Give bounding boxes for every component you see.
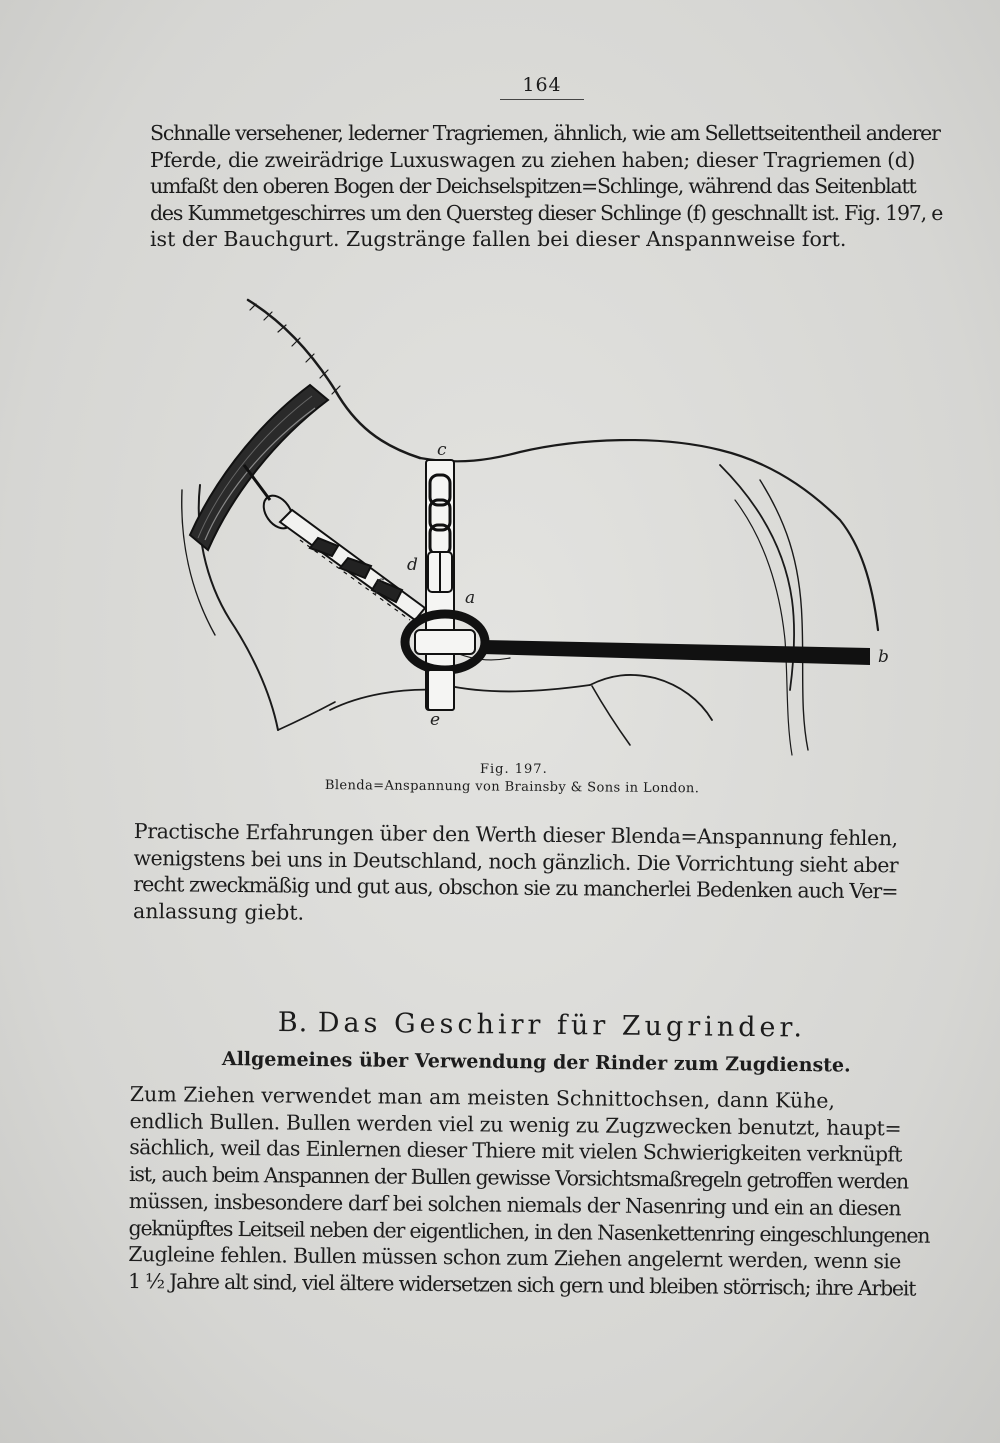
figure-caption: Blenda=Anspannung von Brainsby & Sons in London. — [324, 778, 700, 797]
text-line: Pferde, die zweirädrige Luxuswagen zu ziehen haben; dieser Tragriemen (d) — [150, 147, 915, 172]
text-line: Practische Erfahrungen über den Werth dieser Blenda=Anspannung fehlen, — [133, 818, 898, 851]
fig-label-f: f — [375, 576, 382, 596]
intro-paragraph — [150, 120, 943, 253]
section-heading — [278, 1007, 806, 1044]
shaft-strap — [280, 510, 425, 620]
text-line: umfaßt den oberen Bogen der Deichselspitzen=Schlinge, während das Seitenblatt — [150, 174, 916, 199]
after-figure-paragraph — [133, 818, 898, 932]
text-line: geknüpftes Leitseil neben der eigentlichen, in den Nasenkettenring eingeschlungenen — [128, 1215, 930, 1248]
text-line: 1 ½ Jahre alt sind, viel ältere widersetzen sich gern und bleiben störrisch; ihre Arbeit — [127, 1268, 916, 1301]
text-line: recht zweckmäßig und gut aus, obschon sie zu mancherlei Bedenken auch Ver= — [133, 872, 898, 904]
text-line: müssen, insbesondere darf bei solchen niemals der Nasenring und ein an diesen — [128, 1188, 901, 1221]
text-line: ist, auch beim Anspannen der Bullen gewisse Vorsichtsmaßregeln getroffen werden — [128, 1162, 909, 1194]
fig-label-b: b — [878, 647, 889, 667]
text-line: anlassung giebt. — [132, 898, 305, 925]
text-line: sächlich, weil das Einlernen dieser Thiere mit vielen Schwierigkeiten verknüpft — [129, 1135, 902, 1167]
figure-number: Fig. 197. — [480, 762, 548, 777]
shaft-and-ring — [405, 614, 870, 670]
text-line: ist der Bauchgurt. Zugstränge fallen bei dieser Anspannweise fort. — [150, 227, 847, 252]
text-line: Zugleine fehlen. Bullen müssen schon zum Ziehen angelernt werden, wenn sie — [128, 1242, 901, 1274]
page-number-rule — [500, 99, 584, 100]
text-line: Schnalle versehener, lederner Tragriemen, ähnlich, wie am Sellettseitentheil anderer — [150, 121, 940, 145]
section-subheading: Allgemeines über Verwendung der Rinder zum Zugdienste. — [221, 1048, 851, 1077]
section-paragraph — [127, 1081, 930, 1302]
fig-label-c: c — [437, 440, 447, 460]
harness-illustration — [160, 290, 900, 760]
section-letter: B. — [277, 1007, 309, 1039]
section-title: Das Geschirr für Zugrinder. — [317, 1007, 807, 1044]
text-line: des Kummetgeschirres um den Quersteg dieser Schlinge (f) geschnallt ist. Fig. 197, e — [150, 200, 943, 225]
text-line: endlich Bullen. Bullen werden viel zu wenig zu Zugzwecken benutzt, haupt= — [129, 1108, 902, 1141]
page-number: 164 — [522, 74, 562, 96]
fig-label-d: d — [407, 555, 418, 575]
horse-harness-drawing — [160, 290, 900, 760]
fig-label-a: a — [465, 588, 476, 608]
text-line: Zum Ziehen verwendet man am meisten Schnittochsen, dann Kühe, — [129, 1082, 836, 1113]
fig-label-e: e — [430, 710, 441, 730]
text-line: wenigstens bei uns in Deutschland, noch gänzlich. Die Vorrichtung sieht aber — [133, 845, 899, 877]
